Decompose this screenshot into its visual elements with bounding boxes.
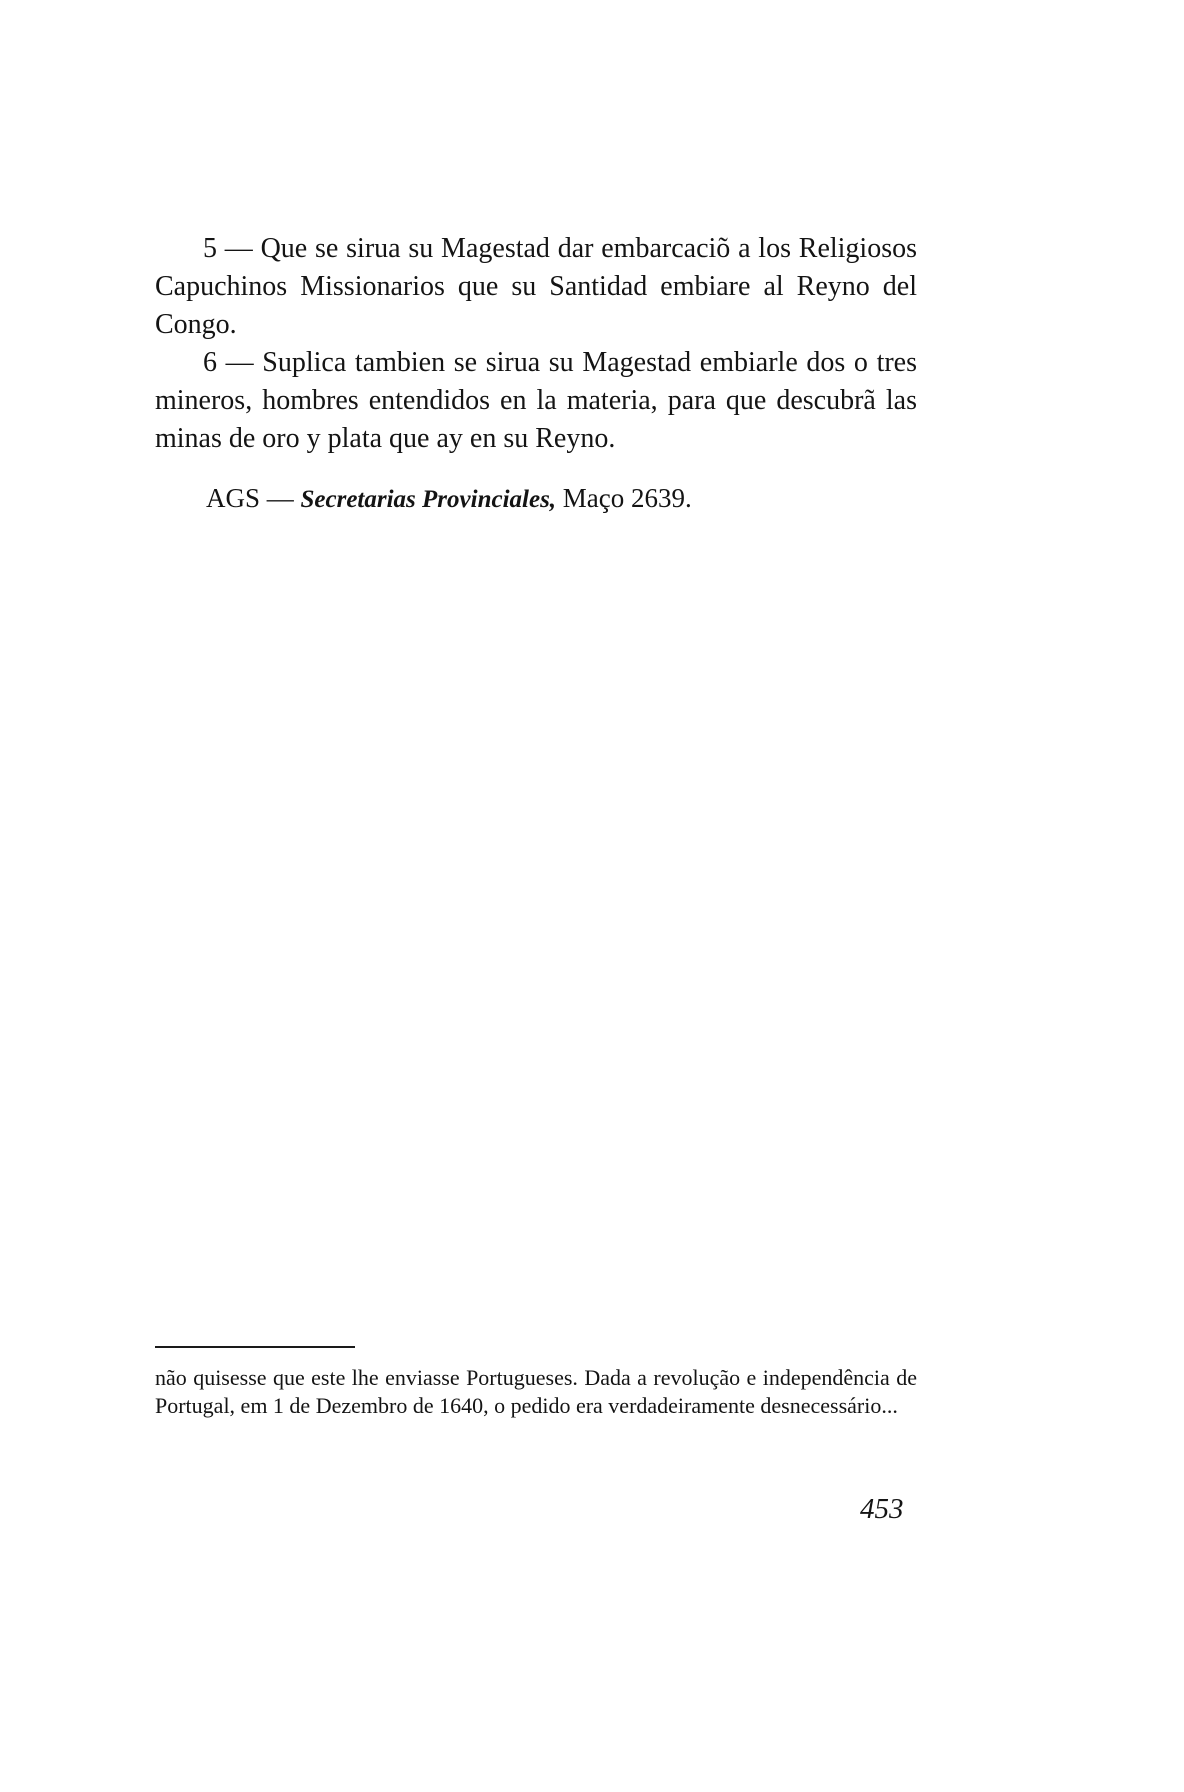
page-number: 453 bbox=[860, 1493, 904, 1525]
source-reference: Maço 2639. bbox=[556, 483, 692, 513]
paragraph-item-5: 5 — Que se sirua su Magestad dar embarcaciõ a los Religiosos Capuchinos Missionarios que su Santidad embiare al Reyno del Congo. bbox=[155, 233, 917, 340]
footnote-text: não quisesse que este lhe enviasse Portugueses. Dada a revolução e independência de Portugal, em 1 de Dezembro de 1640, o pedido era verdadeiramente desnecessário... bbox=[155, 1365, 917, 1418]
footnote-divider bbox=[155, 1346, 355, 1348]
source-citation bbox=[206, 480, 692, 518]
source-title: Secretarias Provinciales, bbox=[300, 486, 557, 513]
source-archive: AGS — bbox=[206, 483, 301, 513]
paragraph-item-6: 6 — Suplica tambien se sirua su Magestad embiarle dos o tres mineros, hombres entendidos en la materia, para que descubrã las minas de oro y plata que ay en su Reyno. bbox=[155, 347, 917, 454]
main-text bbox=[155, 230, 917, 458]
